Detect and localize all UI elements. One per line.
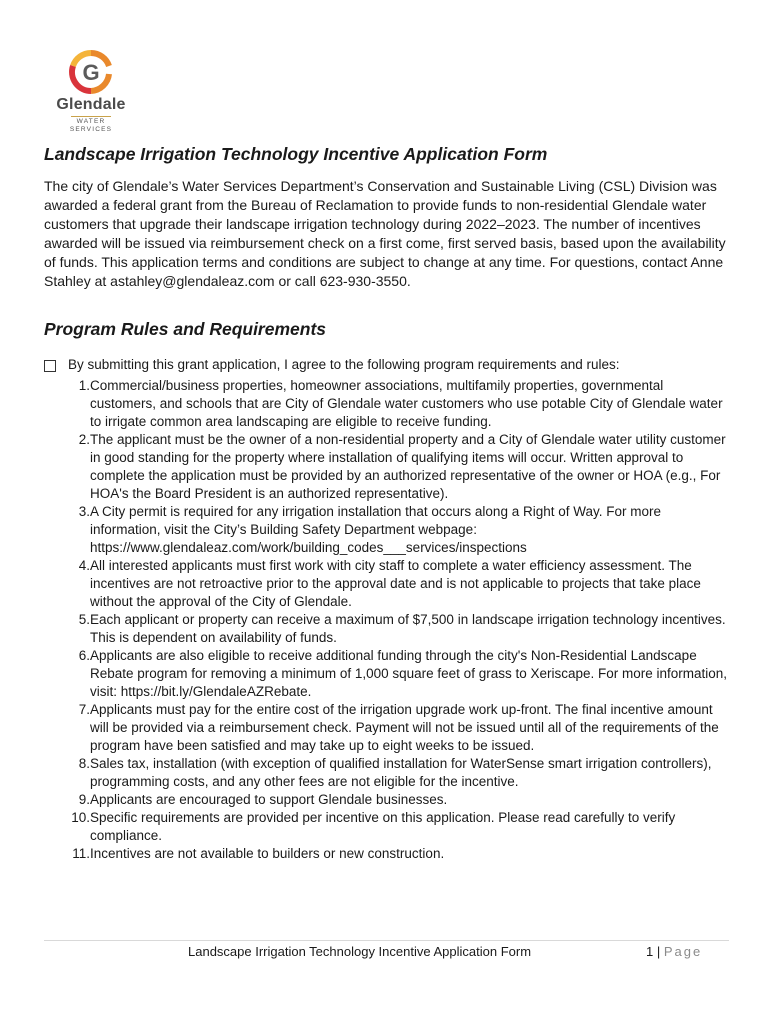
list-item-text: Applicants are encouraged to support Glendale businesses. <box>90 792 448 807</box>
agreement-checkbox[interactable] <box>44 360 56 372</box>
footer-title: Landscape Irrigation Technology Incentive Application Form <box>188 944 532 959</box>
list-item <box>68 809 728 845</box>
agreement-row <box>44 356 734 374</box>
logo-rule <box>71 116 111 117</box>
glendale-g-logo-icon <box>68 50 114 94</box>
footer-page-indicator <box>646 944 702 959</box>
list-item <box>68 377 728 431</box>
list-item <box>68 647 728 701</box>
list-item <box>68 431 728 503</box>
list-item <box>68 701 728 755</box>
logo-sub-services: SERVICES <box>69 126 113 133</box>
list-item <box>68 845 728 863</box>
page-title: Landscape Irrigation Technology Incentive Application Form <box>44 144 548 164</box>
list-item-text: Commercial/business properties, homeowner associations, multifamily properties, governmental customers, and schools that are City of Glendale water customers who use potable City of Glendale water to irrigate common area landscaping are eligible to receive funding. <box>90 378 723 429</box>
footer-divider <box>44 940 729 941</box>
section-heading-program-rules: Program Rules and Requirements <box>44 319 327 339</box>
list-item-text: Specific requirements are provided per incentive on this application. Please read carefully to verify compliance. <box>90 810 676 843</box>
list-item-text: Applicants are also eligible to receive additional funding through the city's Non-Residential Landscape Rebate program for removing a minimum of 1,000 square feet of grass to Xeriscape. For more information, visit: https://bit.ly/GlendaleAZRebate. <box>90 648 728 699</box>
list-item-text: Sales tax, installation (with exception of qualified installation for WaterSense smart irrigation controllers), programming costs, and any other fees are not eligible for the incentive. <box>90 756 712 789</box>
list-item-number: 3. <box>78 504 90 519</box>
list-item-text: A City permit is required for any irrigation installation that occurs along a Right of Way. For more information, visit the City’s Building Safety Department webpage: https://www.glendaleaz.com/work/building_codes___services/inspections <box>90 504 661 555</box>
list-item-number: 6. <box>78 648 90 663</box>
list-item-number: 9. <box>78 792 90 807</box>
list-item-number: 10. <box>71 810 90 825</box>
list-item-number: 1. <box>78 378 90 393</box>
page-number: 1 <box>646 944 654 959</box>
intro-paragraph: The city of Glendale’s Water Services Department’s Conservation and Sustainable Living (CSL) Division was awarded a federal grant from the Bureau of Reclamation to provide funds to non-residential Glendale water customers that upgrade their landscape irrigation technology during 2022–2023. The number of incentives awarded will be issued via reimbursement check on a first come, first served basis, based upon the availability of funds. This application terms and conditions are subject to change at any time. For questions, contact Anne Stahley at astahley@glendaleaz.com or call 623-930-3550. <box>44 178 726 289</box>
agreement-text: By submitting this grant application, I agree to the following program requirements and rules: <box>68 357 620 372</box>
list-item-number: 2. <box>78 432 90 447</box>
list-item-number: 4. <box>78 558 90 573</box>
list-item <box>68 503 728 557</box>
svg-text:G: G <box>82 60 100 85</box>
list-item-number: 5. <box>78 612 90 627</box>
list-item-number: 11. <box>72 846 90 861</box>
glendale-logo <box>48 50 134 138</box>
list-item-text: Each applicant or property can receive a maximum of $7,500 in landscape irrigation technology incentives. This is dependent on availability of funds. <box>90 612 726 645</box>
logo-brand-text: Glendale <box>56 96 126 113</box>
list-item <box>68 791 728 809</box>
page-word: Page <box>663 944 703 959</box>
list-item-number: 8. <box>78 756 90 771</box>
list-item <box>68 755 728 791</box>
list-item-text: The applicant must be the owner of a non-residential property and a City of Glendale water utility customer in good standing for the property where installation of qualifying items will occur. Written approval to complete the application must be provided by an authorized representative of the owner or HOA (e.g., For HOA's the Board President is an authorized representative). <box>90 432 726 501</box>
list-item <box>68 557 728 611</box>
list-item <box>68 611 728 647</box>
logo-sub-water: WATER <box>76 118 106 125</box>
list-item-text: Applicants must pay for the entire cost of the irrigation upgrade work up-front. The final incentive amount will be provided via a reimbursement check. Payment will not be issued until all of the requirements of the program have been satisfied and may take up to eight weeks to be issued. <box>90 702 719 753</box>
list-item-number: 7. <box>78 702 90 717</box>
page-separator: | <box>656 944 661 959</box>
rules-list <box>68 377 728 863</box>
list-item-text: All interested applicants must first work with city staff to complete a water efficiency assessment. The incentives are not retroactive prior to the approval date and is not applicable to projects that take place without the approval of the City of Glendale. <box>90 558 701 609</box>
list-item-text: Incentives are not available to builders or new construction. <box>90 846 445 861</box>
